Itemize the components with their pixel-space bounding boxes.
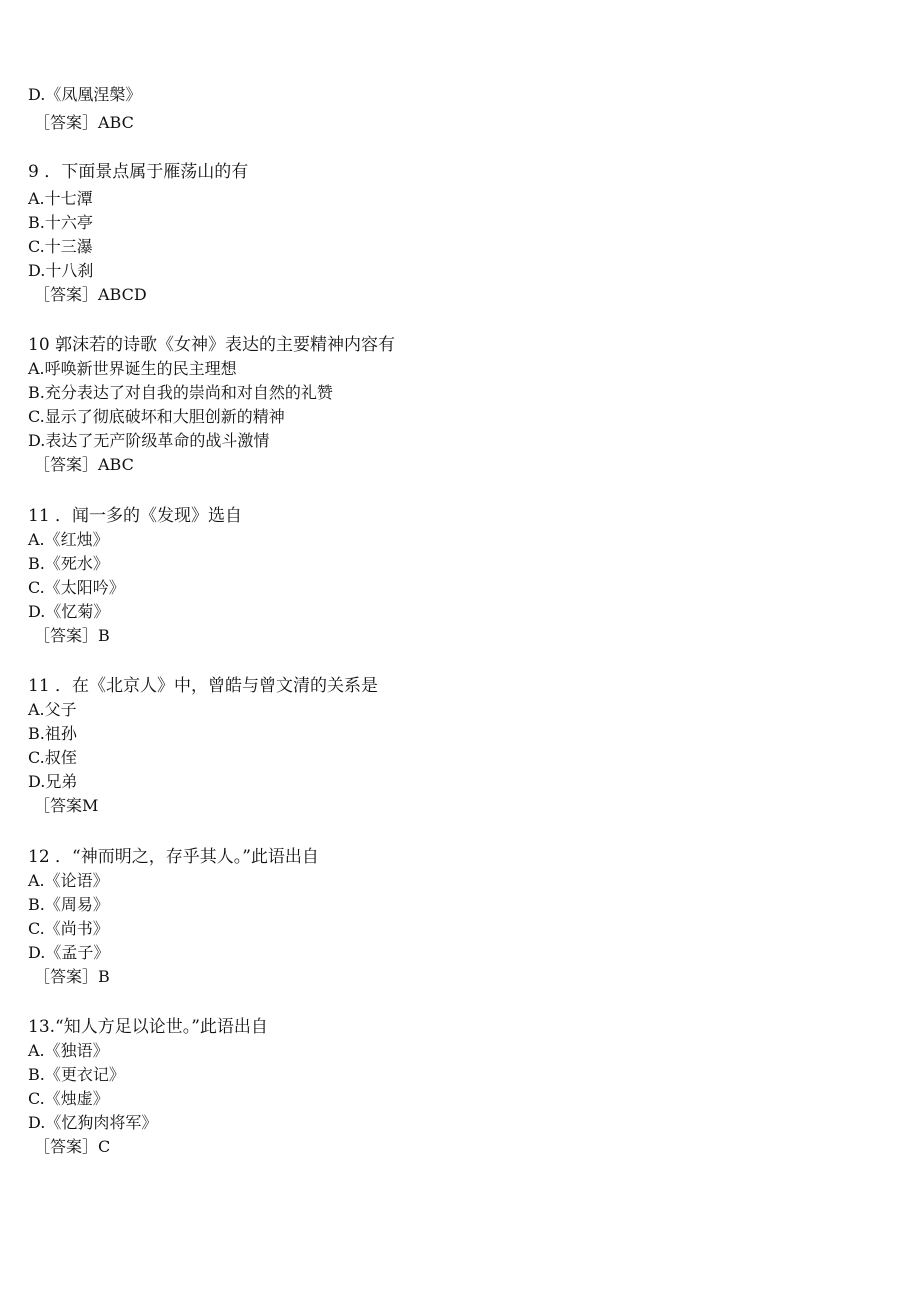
question-stem: 13.“知人方足以论世。”此语出自 xyxy=(28,1017,268,1037)
option-a: A.《独语》 xyxy=(28,1041,109,1060)
answer: ［答案］B xyxy=(34,967,110,986)
answer: ［答案M xyxy=(34,796,99,815)
option-b: B.《死水》 xyxy=(28,554,109,573)
option-b: B.《更衣记》 xyxy=(28,1065,125,1084)
question-stem: 11 ．在《北京人》中，曾皓与曾文清的关系是 xyxy=(28,676,379,696)
option-d: D.《忆菊》 xyxy=(28,602,110,621)
option-c: C.《烛虚》 xyxy=(28,1089,109,1108)
option-d: D.兄弟 xyxy=(28,772,78,791)
option-d: D.《忆狗肉将军》 xyxy=(28,1113,158,1132)
option-a: A.父子 xyxy=(28,700,77,719)
option-d: D.十八刹 xyxy=(28,261,94,280)
answer: ［答案］ABC xyxy=(34,455,134,474)
question-stem: 12 ．“神而明之，存乎其人。”此语出自 xyxy=(28,847,319,867)
option-c: C.叔侄 xyxy=(28,748,77,767)
question-stem: 10 郭沫若的诗歌《女神》表达的主要精神内容有 xyxy=(28,335,396,355)
option-c: C.《尚书》 xyxy=(28,919,109,938)
question-stem: 11 ．闻一多的《发现》选自 xyxy=(28,506,243,526)
option-b: B.祖孙 xyxy=(28,724,77,743)
question-stem: 9 ．下面景点属于雁荡山的有 xyxy=(28,162,249,182)
option-d: D.表达了无产阶级革命的战斗激情 xyxy=(28,431,270,450)
option-a: A.十七潭 xyxy=(28,189,93,208)
option-b: B.《周易》 xyxy=(28,895,109,914)
option-d: D.《孟子》 xyxy=(28,943,110,962)
answer: ［答案］B xyxy=(34,626,110,645)
option-a: A.呼唤新世界诞生的民主理想 xyxy=(28,359,237,378)
option-a: A.《红烛》 xyxy=(28,530,109,549)
option-c: C.《太阳吟》 xyxy=(28,578,125,597)
answer: ［答案］ABCD xyxy=(34,285,147,304)
answer: ［答案］C xyxy=(34,1137,111,1156)
option-b: B.十六亭 xyxy=(28,213,93,232)
option-a: A.《论语》 xyxy=(28,871,109,890)
lead-answer: ［答案］ABC xyxy=(34,113,134,132)
option-b: B.充分表达了对自我的崇尚和对自然的礼赞 xyxy=(28,383,333,402)
option-c: C.十三瀑 xyxy=(28,237,93,256)
lead-option-d: D.《凤凰涅槃》 xyxy=(28,85,142,104)
option-c: C.显示了彻底破坏和大胆创新的精神 xyxy=(28,407,285,426)
